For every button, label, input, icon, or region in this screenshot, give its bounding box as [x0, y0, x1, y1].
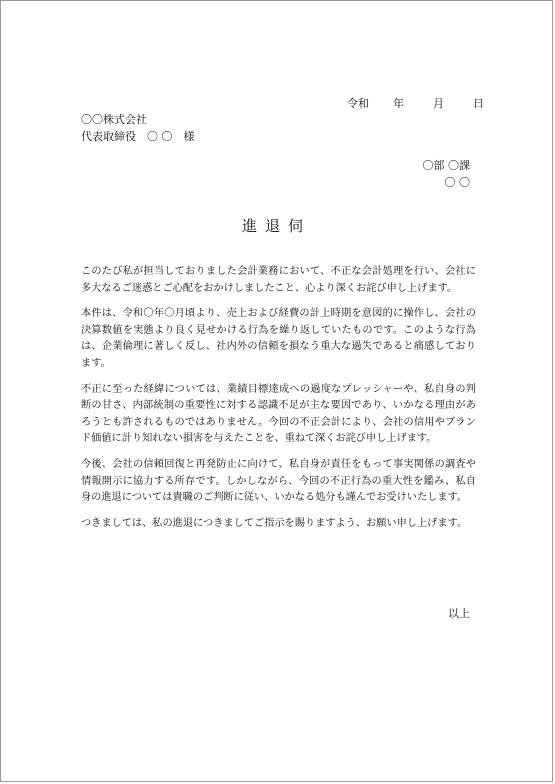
body-paragraph: つきましては、私の進退につきましてご指示を賜りますよう、お願い申し上げます。 — [81, 517, 468, 529]
addressee-block — [81, 111, 195, 145]
date-era: 令和 — [347, 97, 369, 110]
date-month: 月 — [433, 97, 444, 110]
sender-department: 〇部 〇課 — [422, 159, 470, 172]
body-paragraph: 今後、会社の信頼回復と再発防止に向けて、私自身が責任をもって事実関係の調査や情報開示に協力する所存です。しかしながら、今回の不正行為の重大性を鑑み、私自身の進退については貴職のご判断に従い、いかなる処分も謹んでお受けいたします。 — [81, 458, 476, 504]
body-paragraph: 不正に至った経緯については、業績目標達成への過度なプレッシャーや、私自身の判断の甘さ、内部統制の重要性に対する認識不足が主な要因であり、いかなる理由があろうとも許されるものではありません。今回の不正会計により、会社の信用やブランド価値に計り知れない損害を与えたことを、重ねて深くお詫び申し上げます。 — [81, 383, 476, 445]
document-title: 進退伺 — [241, 217, 311, 235]
addressee-company: 〇〇株式会社 — [81, 113, 147, 126]
sender-block — [423, 157, 471, 191]
addressee-person: 代表取締役 〇 〇 様 — [81, 130, 195, 143]
sender-name: 〇 〇 — [444, 176, 470, 189]
document-body — [81, 264, 476, 541]
date-year: 年 — [393, 97, 404, 110]
date-line — [347, 95, 484, 111]
date-day: 日 — [473, 97, 484, 110]
closing-word: 以上 — [448, 607, 470, 620]
body-paragraph: 本件は、令和〇年〇月頃より、売上および経費の計上時期を意図的に操作し、会社の決算数値を実態より良く見せかける行為を繰り返していたものです。このような行為は、企業倫理に著しく反し、社内外の信頼を損なう重大な過失であると痛感しております。 — [81, 308, 476, 369]
body-paragraph: このたび私が担当しておりました会計業務において、不正な会計処理を行い、会社に多大なるご迷惑とご心配をおかけしましたこと、心より深くお詫び申し上げます。 — [81, 266, 476, 294]
